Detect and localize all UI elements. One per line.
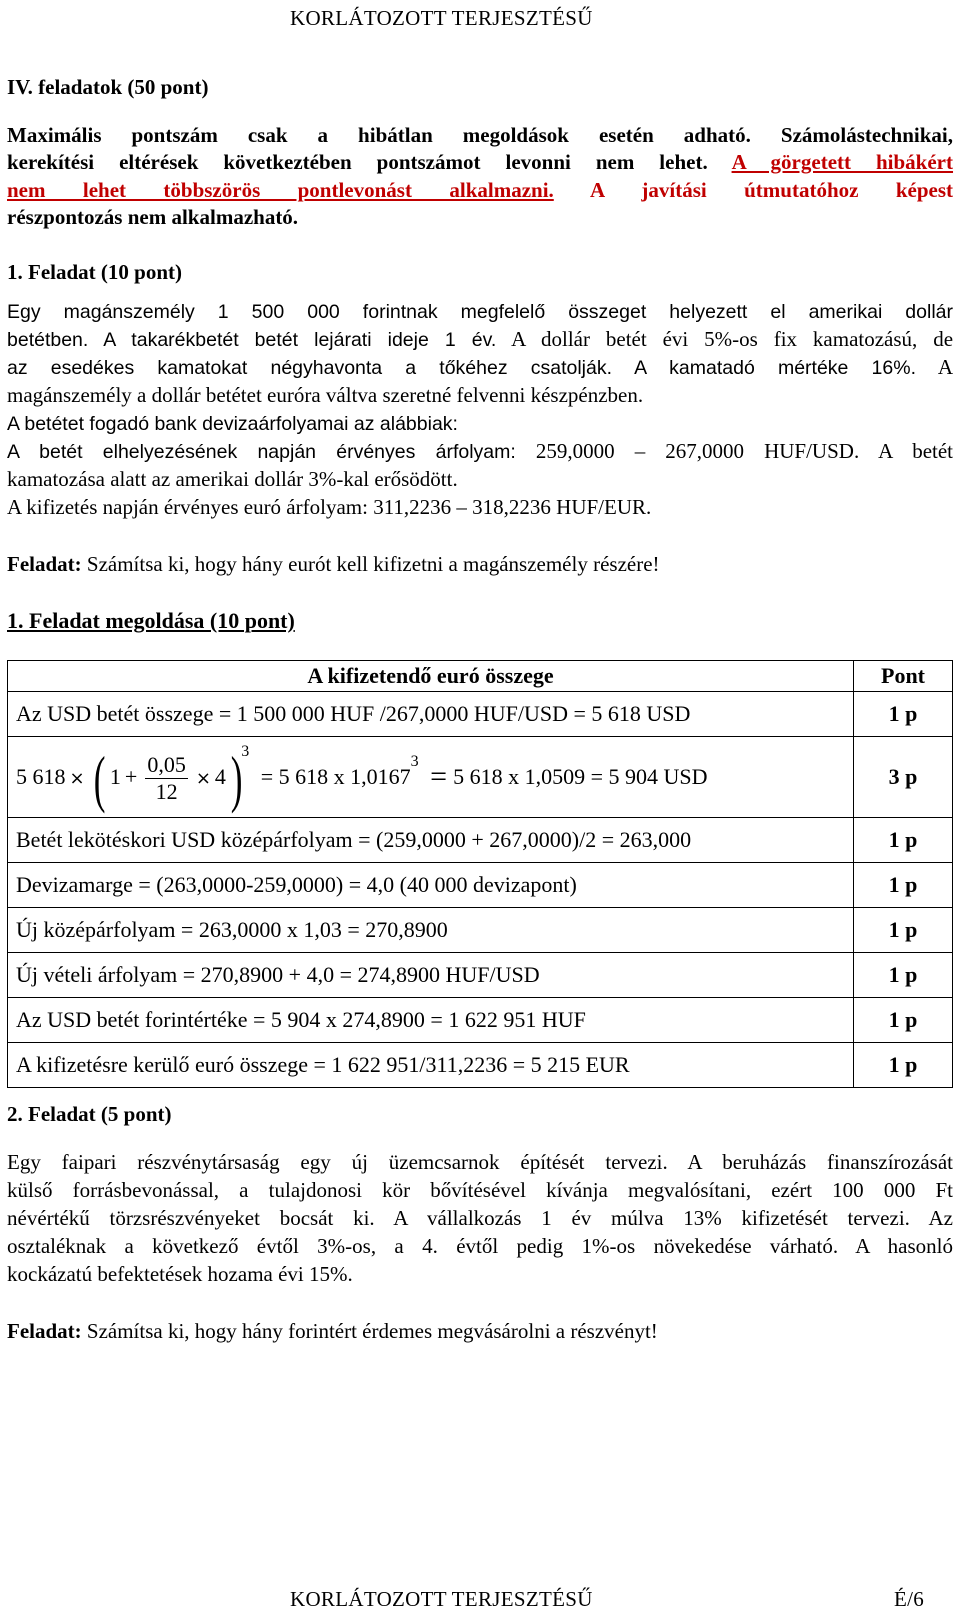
task1-line-4: magánszemély a dollár betétet euróra váltva szeretné felvenni készpénzben. — [7, 383, 644, 407]
row-points: 1 p — [854, 818, 953, 863]
task1-line-1 — [7, 297, 953, 326]
times-symbol: × — [195, 768, 211, 790]
formula-cell — [8, 737, 854, 818]
formula-mid: = 5 618 x 1,0167 — [260, 764, 411, 790]
row-text: Betét lekötéskori USD középárfolyam = (259,0000 + 267,0000)/2 = 263,000 — [8, 818, 854, 863]
rules-line-4: részpontozás nem alkalmazható. — [7, 205, 299, 229]
col-amount-header: A kifizetendő euró összege — [8, 661, 854, 692]
row-points: 1 p — [854, 863, 953, 908]
fraction — [145, 752, 188, 805]
row-points: 1 p — [854, 953, 953, 998]
task1-line-5-text: A betétet fogadó bank devizaárfolyamai az alábbiak: — [7, 413, 458, 435]
task1-line-3 — [7, 353, 953, 382]
footer-restricted: KORLÁTOZOTT TERJESZTÉSŰ — [290, 1587, 593, 1611]
task2-line-4: osztaléknak a következő évtől 3%-os, a 4. évtől pedig 1%-os növekedése várható. A hasonló — [7, 1234, 953, 1258]
task1-line-6-tail: 259,0000 – 267,0000 HUF/USD. A betét — [535, 439, 954, 463]
table-row — [8, 908, 953, 953]
task2-question — [7, 1317, 658, 1345]
task1-line-3-text: az esedékes kamatokat négyhavonta a tőkéhez csatolják. A kamatadó mértéke 16%. — [7, 357, 916, 379]
formula-eq: = — [430, 760, 448, 794]
task1-line-6 — [7, 437, 953, 466]
rules-red-line3: nem lehet többszörös pontlevonást alkalmazni. — [7, 178, 554, 202]
solution-table — [7, 660, 953, 1088]
table-row — [8, 998, 953, 1043]
row-text: Az USD betét forintértéke = 5 904 x 274,8900 = 1 622 951 HUF — [8, 998, 854, 1043]
row-points: 1 p — [854, 1043, 953, 1088]
task1-line-1-text: Egy magánszemély 1 500 000 forintnak megfelelő összeget helyezett el amerikai dollár — [7, 301, 953, 323]
solution1-title: 1. Feladat megoldása (10 pont) — [7, 608, 295, 633]
task2-line-2: külső forrásbevonással, a tulajdonosi kör bővítésével kívánja megvalósítani, ezért 100 000 Ft — [7, 1178, 953, 1202]
table-row — [8, 818, 953, 863]
row-text: Az USD betét összege = 1 500 000 HUF /267,0000 HUF/USD = 5 618 USD — [8, 692, 854, 737]
part-title: IV. feladatok (50 pont) — [7, 75, 209, 99]
formula-row — [8, 737, 953, 818]
task2-line-1: Egy faipari részvénytársaság egy új üzemcsarnok építését tervezi. A beruházás finanszírozását — [7, 1150, 953, 1174]
times-symbol: × — [69, 768, 85, 790]
row-text: A kifizetésre kerülő euró összege = 1 622 951/311,2236 = 5 215 EUR — [8, 1043, 854, 1088]
col-points-header: Pont — [854, 661, 953, 692]
formula-base: 5 618 — [16, 764, 66, 790]
rules-line-3 — [7, 176, 953, 204]
task1-line-2-tail: A dollár betét évi 5%-os fix kamatozású, de — [511, 327, 954, 351]
paren-close: ) — [230, 742, 243, 814]
rules-red-inline: A görgetett hibákért — [731, 150, 954, 174]
task2-line-3: névértékű törzsrészvényeket bocsát ki. A vállalkozás 1 év múlva 13% kifizetését tervezi. Az — [7, 1206, 953, 1230]
task1-title: 1. Feladat (10 pont) — [7, 260, 182, 284]
task1-line-2 — [7, 325, 953, 354]
task1-line-3-tail: A — [937, 355, 953, 379]
task2-line-5: kockázatú befektetések hozama évi 15%. — [7, 1262, 353, 1286]
rules-line-2 — [7, 148, 953, 176]
task1-line-2-text: betétben. A takarékbetét betét lejárati ideje 1 év. — [7, 329, 497, 351]
fraction-denominator: 12 — [155, 779, 178, 805]
task2-question-label: Feladat: — [7, 1319, 82, 1343]
task1-line-6-text: A betét elhelyezésének napján érvényes árfolyam: — [7, 441, 516, 463]
task1-line-5 — [7, 409, 458, 438]
rules-line-2-text: kerekítési eltérések következtében pontszámot levonni nem lehet. — [7, 150, 708, 174]
fraction-numerator: 0,05 — [147, 752, 186, 778]
row-text: Új középárfolyam = 263,0000 x 1,03 = 270,8900 — [8, 908, 854, 953]
formula-plus: + — [124, 764, 138, 790]
rules-line-1: Maximális pontszám csak a hibátlan megoldások esetén adható. Számolástechnikai, — [7, 123, 953, 147]
formula-result: 5 618 x 1,0509 = 5 904 USD — [453, 764, 708, 790]
solution-table-header — [8, 661, 953, 692]
formula-mid-exponent: 3 — [410, 753, 419, 771]
task1-line-7: kamatozása alatt az amerikai dollár 3%-kal erősödött. — [7, 467, 458, 491]
rules-red-line3-tail: A javítási útmutatóhoz képest — [590, 178, 953, 202]
formula-one: 1 — [109, 764, 121, 790]
table-row — [8, 1043, 953, 1088]
paren-open: ( — [93, 742, 106, 814]
formula-exponent: 3 — [241, 743, 250, 761]
task1-line-8: A kifizetés napján érvényes euró árfolyam: 311,2236 – 318,2236 HUF/EUR. — [7, 495, 652, 519]
row-text: Új vételi árfolyam = 270,8900 + 4,0 = 274,8900 HUF/USD — [8, 953, 854, 998]
table-row — [8, 863, 953, 908]
formula-points: 3 p — [854, 737, 953, 818]
task1-question-label: Feladat: — [7, 552, 82, 576]
table-row — [8, 692, 953, 737]
header-restricted: KORLÁTOZOTT TERJESZTÉSŰ — [290, 6, 593, 30]
task1-question — [7, 550, 660, 578]
footer-page-number: É/6 — [894, 1587, 925, 1611]
row-points: 1 p — [854, 998, 953, 1043]
row-points: 1 p — [854, 692, 953, 737]
formula-multiplier: 4 — [214, 764, 226, 790]
table-row — [8, 953, 953, 998]
task2-question-text: Számítsa ki, hogy hány forintért érdemes megvásárolni a részvényt! — [81, 1319, 658, 1343]
row-text: Devizamarge = (263,0000-259,0000) = 4,0 (40 000 devizapont) — [8, 863, 854, 908]
task1-question-text: Számítsa ki, hogy hány eurót kell kifizetni a magánszemély részére! — [81, 552, 660, 576]
task2-title: 2. Feladat (5 pont) — [7, 1102, 172, 1126]
row-points: 1 p — [854, 908, 953, 953]
